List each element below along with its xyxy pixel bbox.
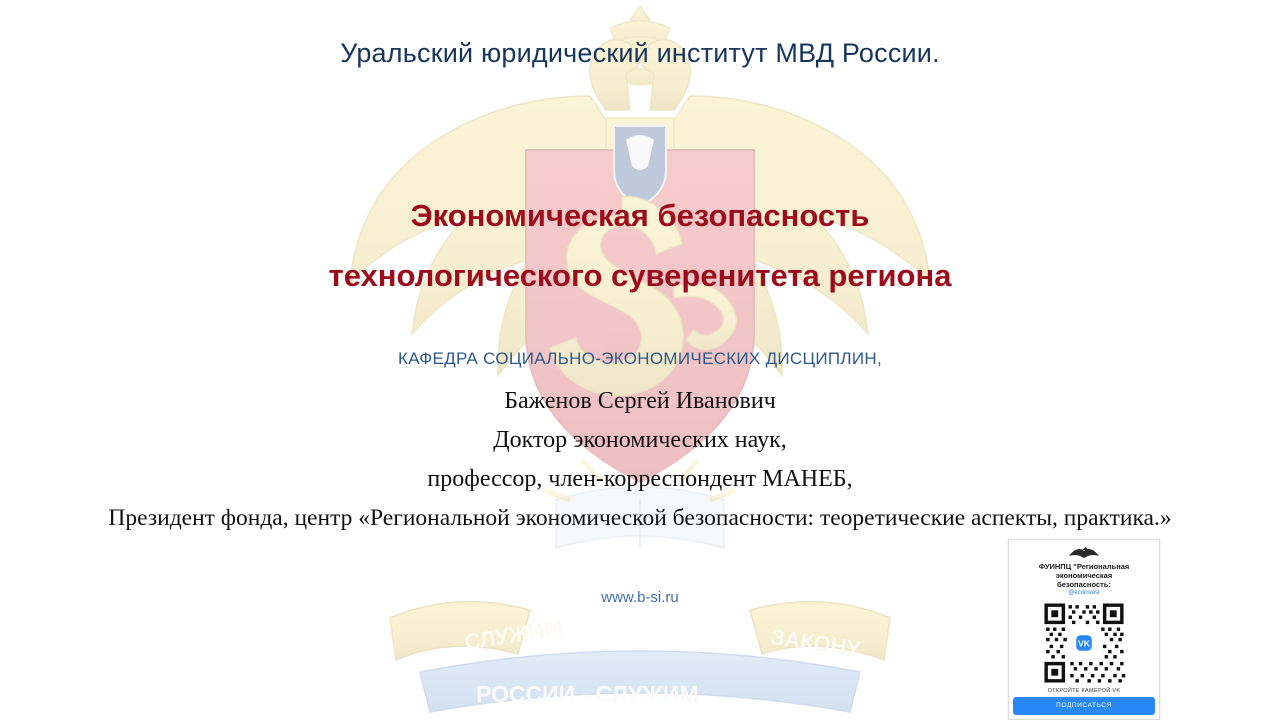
- qr-heading-line-1: ФУИНПЦ "Региональная: [1038, 562, 1130, 571]
- author-name: Баженов Сергей Иванович: [504, 388, 776, 414]
- eagle-logo-icon: [1067, 545, 1101, 561]
- svg-text:РОССИИ - СЛУЖИМ: РОССИИ - СЛУЖИМ: [476, 681, 699, 707]
- svg-text:СЛУЖИМ: СЛУЖИМ: [462, 614, 565, 655]
- author-foundation: Президент фонда, центр «Региональной экономической безопасности: теоретические аспекты, практика.»: [108, 505, 1172, 531]
- qr-open-hint: ОТКРОЙТЕ КАМЕРОЙ VK: [1047, 688, 1121, 694]
- department-name: КАФЕДРА СОЦИАЛЬНО-ЭКОНОМИЧЕСКИХ ДИСЦИПЛИН,: [398, 349, 882, 368]
- vk-qr-card[interactable]: [1008, 539, 1160, 720]
- author-block: [0, 382, 1280, 538]
- author-degree: Доктор экономических наук,: [493, 427, 787, 453]
- qr-code-image[interactable]: [1041, 600, 1127, 686]
- svg-text:ЗАКОНУ: ЗАКОНУ: [769, 624, 862, 662]
- subscribe-button[interactable]: ПОДПИСАТЬСЯ: [1013, 697, 1155, 715]
- author-position: профессор, член-корреспондент МАНЕБ,: [427, 466, 853, 492]
- qr-heading-line-2: экономическая: [1055, 571, 1113, 580]
- title-line-1: Экономическая безопасность: [410, 198, 870, 233]
- qr-card-heading: [1009, 561, 1159, 589]
- institute-name: Уральский юридический институт МВД России.: [340, 38, 940, 68]
- page-title: [0, 186, 1280, 306]
- title-line-2: технологического суверенитета региона: [328, 258, 952, 293]
- website-link[interactable]: www.b-si.ru: [601, 589, 679, 606]
- qr-card-subtitle: @ecoinvest: [1068, 590, 1100, 596]
- qr-center-label: VK: [1078, 638, 1090, 649]
- qr-heading-line-3: безопасность:: [1057, 580, 1111, 589]
